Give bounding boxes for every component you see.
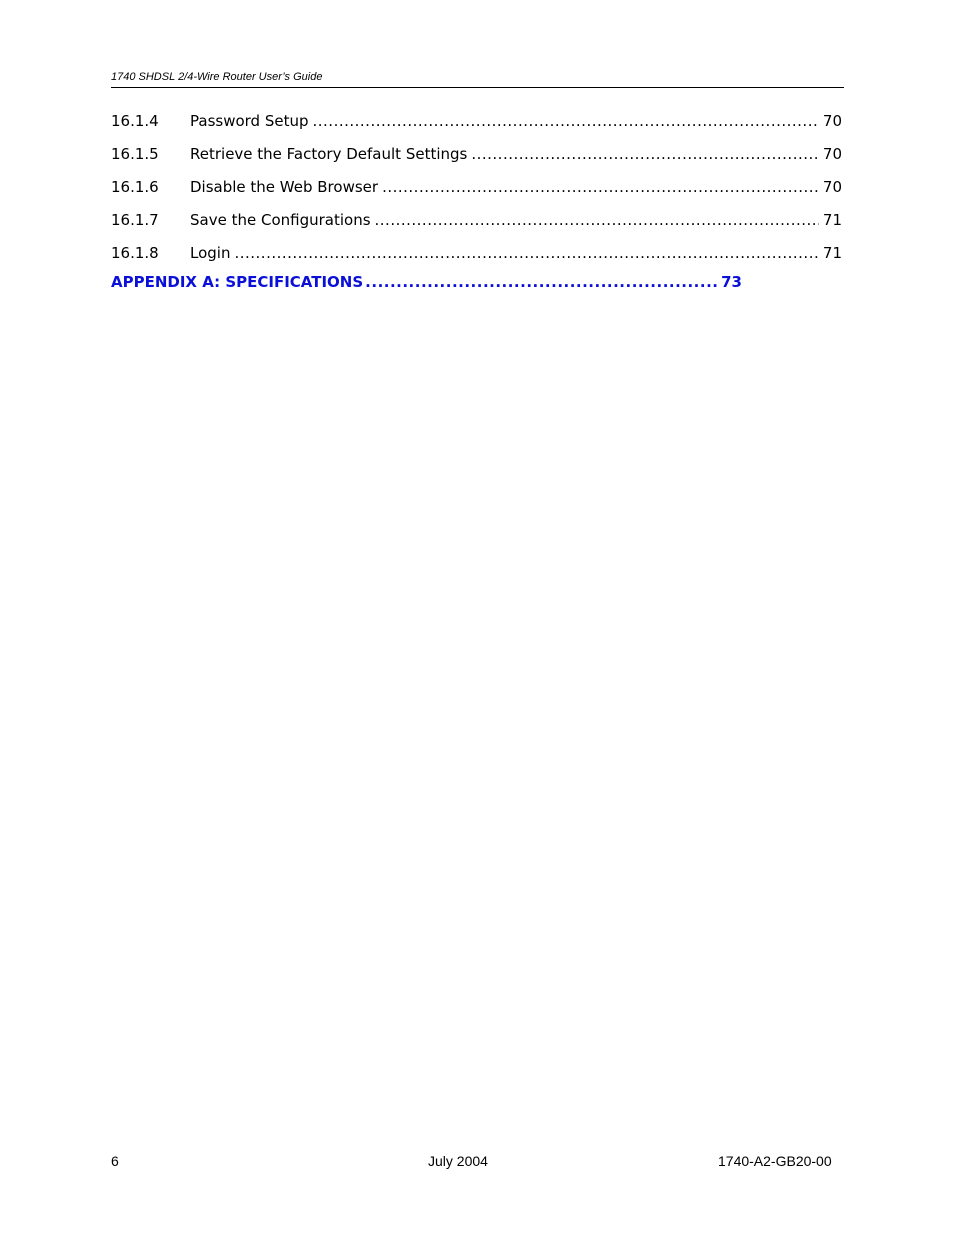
- toc-entry-page: 70: [822, 178, 842, 196]
- toc-entry-page: 70: [822, 145, 842, 163]
- toc-entry-16-1-4[interactable]: [111, 108, 842, 141]
- table-of-contents: [111, 108, 842, 273]
- toc-entry-title: Password Setup: [190, 112, 309, 130]
- footer-doc-id: 1740-A2-GB20-00: [718, 1153, 832, 1169]
- toc-dot-leader: [313, 108, 819, 135]
- toc-dot-leader: [234, 240, 818, 267]
- footer-date: July 2004: [428, 1153, 488, 1169]
- toc-entry-number: 16.1.4: [111, 112, 159, 130]
- toc-entry-number: 16.1.8: [111, 244, 159, 262]
- document-title: 1740 SHDSL 2/4-Wire Router User’s Guide: [111, 71, 323, 83]
- toc-entry-title: Login: [190, 244, 231, 262]
- toc-entry-title: Save the Configurations: [190, 211, 371, 229]
- toc-entry-16-1-5[interactable]: [111, 141, 842, 174]
- running-header: [111, 69, 844, 88]
- toc-entry-16-1-6[interactable]: [111, 174, 842, 207]
- appendix-title: APPENDIX A: SPECIFICATIONS: [111, 273, 364, 291]
- toc-entry-title: Retrieve the Factory Default Settings: [190, 145, 468, 163]
- toc-dot-leader: [375, 207, 819, 234]
- toc-entry-number: 16.1.7: [111, 211, 159, 229]
- footer-page-number: 6: [111, 1153, 119, 1169]
- toc-entry-page: 70: [822, 112, 842, 130]
- toc-entry-number: 16.1.5: [111, 145, 159, 163]
- toc-entry-16-1-7[interactable]: [111, 207, 842, 240]
- appendix-page: 73: [721, 273, 742, 291]
- toc-dot-leader: [365, 270, 719, 294]
- toc-dot-leader: [471, 141, 819, 168]
- toc-entry-page: 71: [822, 244, 842, 262]
- toc-appendix-link[interactable]: [111, 270, 742, 294]
- toc-entry-16-1-8[interactable]: [111, 240, 842, 273]
- toc-entry-page: 71: [822, 211, 842, 229]
- toc-entry-title: Disable the Web Browser: [190, 178, 379, 196]
- toc-dot-leader: [382, 174, 819, 201]
- toc-entry-number: 16.1.6: [111, 178, 159, 196]
